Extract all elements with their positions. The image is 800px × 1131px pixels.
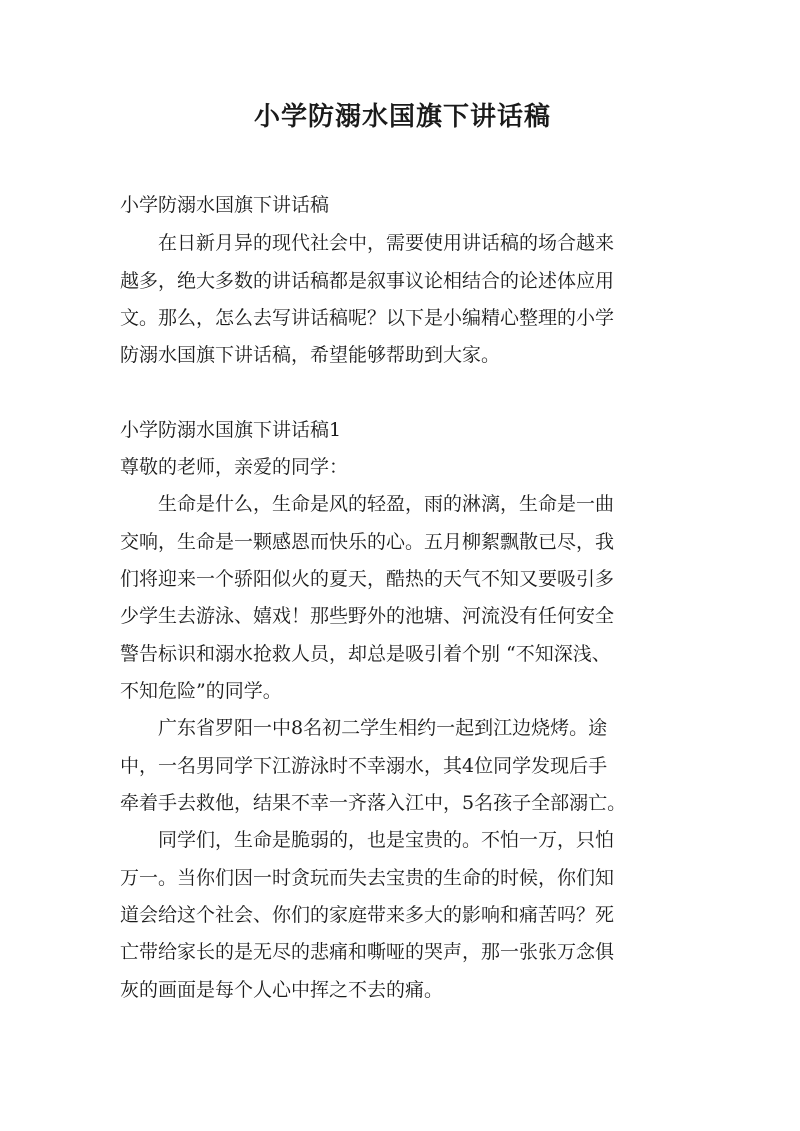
paragraph-line: 牵着手去救他，结果不幸一齐落入江中，5名孩子全部溺亡。: [120, 792, 627, 814]
intro-line: 文。那么，怎么去写讲话稿呢？以下是小编精心整理的小学: [120, 307, 615, 329]
greeting: 尊敬的老师，亲爱的同学：: [120, 456, 349, 478]
paragraph-line: 道会给这个社会、你们的家庭带来多大的影响和痛苦吗？死: [120, 904, 615, 926]
paragraph-line: 万一。当你们因一时贪玩而失去宝贵的生命的时候，你们知: [120, 867, 615, 889]
paragraph-line: 生命是什么，生命是风的轻盈，雨的淋漓，生命是一曲: [158, 493, 615, 515]
paragraph-line: 灰的画面是每个人心中挥之不去的痛。: [120, 979, 444, 1001]
paragraph-line: 警告标识和溺水抢救人员，却总是吸引着个别 “不知深浅、: [120, 643, 611, 665]
paragraph-line: 亡带给家长的是无尽的悲痛和嘶哑的哭声，那一张张万念俱: [120, 941, 615, 963]
paragraph-line: 中，一名男同学下江游泳时不幸溺水，其4位同学发现后手: [120, 755, 608, 777]
intro-line: 防溺水国旗下讲话稿，希望能够帮助到大家。: [120, 344, 501, 366]
document-subtitle: 小学防溺水国旗下讲话稿: [120, 194, 330, 216]
paragraph-line: 同学们，生命是脆弱的，也是宝贵的。不怕一万，只怕: [158, 829, 615, 851]
paragraph-line: 广东省罗阳一中8名初二学生相约一起到江边烧烤。途: [158, 717, 608, 739]
paragraph-line: 不知危险”的同学。: [120, 680, 282, 702]
section-heading: 小学防溺水国旗下讲话稿1: [120, 419, 342, 441]
intro-line: 在日新月异的现代社会中，需要使用讲话稿的场合越来: [158, 232, 615, 254]
paragraph-line: 们将迎来一个骄阳似火的夏天，酷热的天气不知又要吸引多: [120, 568, 615, 590]
intro-line: 越多，绝大多数的讲话稿都是叙事议论相结合的论述体应用: [120, 270, 615, 292]
paragraph-line: 交响，生命是一颗感恩而快乐的心。五月柳絮飘散已尽，我: [120, 531, 615, 553]
paragraph-line: 少学生去游泳、嬉戏！那些野外的池塘、河流没有任何安全: [120, 605, 615, 627]
document-title: 小学防溺水国旗下讲话稿: [253, 102, 551, 132]
